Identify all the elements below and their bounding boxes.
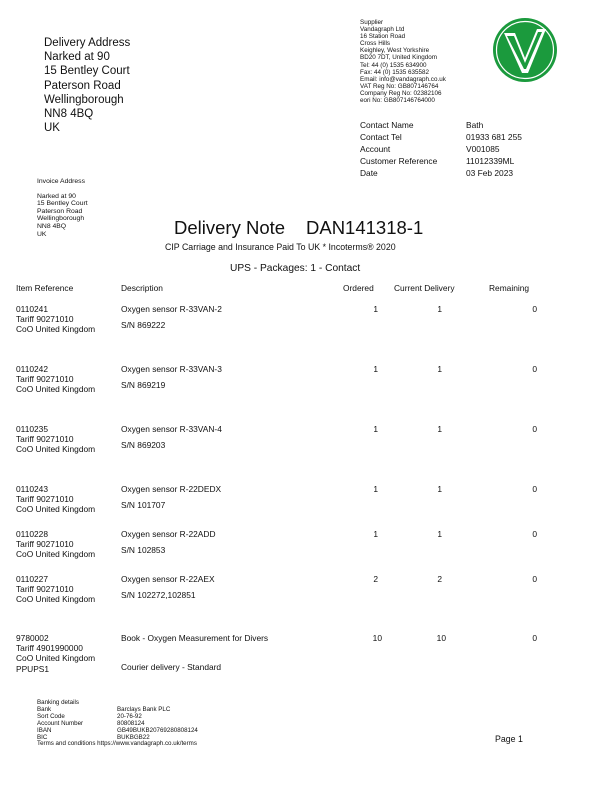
meta-label: Account xyxy=(360,144,391,155)
table-row-ref xyxy=(16,304,95,335)
document-number: DAN141318-1 xyxy=(306,217,424,238)
invoice-address-line: UK xyxy=(37,230,47,238)
item-reference: 0110241 xyxy=(16,304,48,314)
item-description: Oxygen sensor R-22DEDX xyxy=(121,484,222,494)
banking-details-block xyxy=(37,700,198,748)
carrier-line: UPS - Packages: 1 - Contact xyxy=(230,263,361,274)
invoice-address-line: Narked at 90 xyxy=(37,192,76,200)
invoice-address-line: NN8 4BQ xyxy=(37,222,67,230)
delivery-address-block xyxy=(44,36,130,135)
current-delivery-qty: 2 xyxy=(437,574,442,584)
delivery-address-line: UK xyxy=(44,122,60,135)
page-number: Page 1 xyxy=(495,734,523,744)
item-description: Oxygen sensor R-22ADD xyxy=(121,529,216,539)
country-of-origin: CoO United Kingdom xyxy=(16,504,96,515)
banking-key: BIC xyxy=(37,733,48,741)
meta-value: 01933 681 255 xyxy=(466,132,522,143)
delivery-address-line: Narked at 90 xyxy=(44,51,110,64)
delivery-address-label: Delivery Address xyxy=(44,37,131,49)
table-row-ref xyxy=(16,633,95,664)
banking-key: Account Number xyxy=(37,719,84,727)
supplier-line: Keighley, West Yorkshire xyxy=(360,47,430,55)
current-delivery-qty: 1 xyxy=(437,304,442,314)
ordered-qty: 1 xyxy=(373,484,378,494)
table-row-ref xyxy=(16,364,95,395)
ordered-qty: 10 xyxy=(372,633,382,643)
serial-number: S/N 102272,102851 xyxy=(121,590,196,600)
meta-value: 03 Feb 2023 xyxy=(466,168,514,179)
table-row-ref xyxy=(16,484,95,515)
tariff-code: Tariff 90271010 xyxy=(16,374,74,385)
country-of-origin: CoO United Kingdom xyxy=(16,384,96,395)
remaining-qty: 0 xyxy=(532,304,537,314)
supplier-line: Email: info@vandagraph.co.uk xyxy=(360,75,446,83)
item-reference: 0110227 xyxy=(16,574,48,584)
banking-value: 20-76-92 xyxy=(117,712,142,720)
column-header-remaining: Remaining xyxy=(489,283,530,293)
incoterms-line: CIP Carriage and Insurance Paid To UK * Incoterms® 2020 xyxy=(165,242,396,252)
tariff-code: Tariff 90271010 xyxy=(16,539,74,550)
item-description: Oxygen sensor R-33VAN-4 xyxy=(121,424,222,434)
meta-row xyxy=(360,119,522,131)
current-delivery-qty: 1 xyxy=(437,529,442,539)
remaining-qty: 0 xyxy=(532,484,537,494)
supplier-line: Cross Hills xyxy=(360,40,391,48)
serial-number: S/N 101707 xyxy=(121,500,166,510)
item-description: Book - Oxygen Measurement for Divers xyxy=(121,633,269,643)
item-description: Oxygen sensor R-22AEX xyxy=(121,574,215,584)
tariff-code: Tariff 90271010 xyxy=(16,584,74,595)
remaining-qty: 0 xyxy=(532,364,537,374)
remaining-qty: 0 xyxy=(532,633,537,643)
item-reference: 0110242 xyxy=(16,364,48,374)
delivery-address-line: Paterson Road xyxy=(44,79,121,92)
meta-row xyxy=(360,143,522,155)
supplier-line: 16 Station Road xyxy=(360,33,406,41)
column-header-item-reference: Item Reference xyxy=(16,283,74,293)
meta-label: Contact Tel xyxy=(360,132,402,143)
supplier-line: Fax: 44 (0) 1535 635582 xyxy=(360,68,429,76)
meta-label: Contact Name xyxy=(360,120,414,130)
invoice-address-label: Invoice Address xyxy=(37,178,85,185)
item-description: Oxygen sensor R-33VAN-3 xyxy=(121,364,222,374)
column-header-description: Description xyxy=(121,283,163,293)
supplier-line: Vandagraph Ltd xyxy=(360,26,405,34)
item-description: Oxygen sensor R-33VAN-2 xyxy=(121,304,222,314)
supplier-line: eori No: GB807146764000 xyxy=(360,97,435,105)
meta-value: Bath xyxy=(466,120,484,130)
item-reference: 0110243 xyxy=(16,484,48,494)
invoice-address-block xyxy=(37,178,88,238)
banking-value: Barclays Bank PLC xyxy=(117,705,171,713)
item-reference: 0110235 xyxy=(16,424,48,434)
item-reference: 9780002 xyxy=(16,633,49,643)
invoice-address-line: Paterson Road xyxy=(37,207,83,215)
country-of-origin: CoO United Kingdom xyxy=(16,594,96,605)
invoice-address-line: 15 Bentley Court xyxy=(37,200,88,208)
ordered-qty: 1 xyxy=(373,424,378,434)
meta-row xyxy=(360,167,522,179)
remaining-qty: 0 xyxy=(532,424,537,434)
serial-number: S/N 869219 xyxy=(121,380,166,390)
delivery-address-line: 15 Bentley Court xyxy=(44,65,130,78)
meta-row xyxy=(360,131,522,143)
supplier-line: Tel: 44 (0) 1535 634900 xyxy=(360,61,427,69)
supplier-line: VAT Reg No: GB807146764 xyxy=(360,82,439,90)
supplier-line: Company Reg No: 02382106 xyxy=(360,89,442,97)
shipping-description: Courier delivery - Standard xyxy=(121,662,222,672)
supplier-block xyxy=(360,19,490,104)
serial-number: S/N 102853 xyxy=(121,545,166,555)
supplier-line: Supplier xyxy=(360,19,384,26)
order-meta-block xyxy=(360,119,522,179)
tariff-code: Tariff 4901990000 xyxy=(16,643,83,654)
meta-value: V001085 xyxy=(466,144,500,155)
terms-link[interactable]: Terms and conditions https://www.vandagraph.co.uk/terms xyxy=(37,740,197,748)
table-row-ref xyxy=(16,529,95,560)
current-delivery-qty: 10 xyxy=(436,633,446,643)
banking-key: Sort Code xyxy=(37,712,65,720)
current-delivery-qty: 1 xyxy=(437,364,442,374)
delivery-address-line: Wellingborough xyxy=(44,93,124,106)
ordered-qty: 1 xyxy=(373,529,378,539)
meta-row xyxy=(360,155,522,167)
table-row-ref xyxy=(16,424,95,455)
invoice-address-line: Wellingborough xyxy=(37,215,85,223)
meta-value: 11012339ML xyxy=(466,156,515,167)
country-of-origin: CoO United Kingdom xyxy=(16,444,96,455)
column-header-ordered: Ordered xyxy=(343,283,374,293)
banking-value: GB49BUKB20769280808124 xyxy=(117,726,198,734)
tariff-code: Tariff 90271010 xyxy=(16,434,74,445)
vandagraph-v-logo-icon xyxy=(492,17,558,83)
country-of-origin: CoO United Kingdom xyxy=(16,324,96,335)
country-of-origin: CoO United Kingdom xyxy=(16,653,96,664)
table-row-ref xyxy=(16,574,95,605)
document-type: Delivery Note xyxy=(174,217,286,238)
banking-value: BUKBGB22 xyxy=(117,733,150,741)
column-header-current-delivery: Current Delivery xyxy=(394,283,455,293)
remaining-qty: 0 xyxy=(532,529,537,539)
meta-label: Customer Reference xyxy=(360,156,438,167)
banking-label: Banking details xyxy=(37,699,79,706)
country-of-origin: CoO United Kingdom xyxy=(16,549,96,560)
tariff-code: Tariff 90271010 xyxy=(16,314,74,325)
remaining-qty: 0 xyxy=(532,574,537,584)
ordered-qty: 1 xyxy=(373,364,378,374)
tariff-code: Tariff 90271010 xyxy=(16,494,74,505)
banking-key: IBAN xyxy=(37,726,52,734)
current-delivery-qty: 1 xyxy=(437,424,442,434)
ordered-qty: 2 xyxy=(373,574,378,584)
delivery-address-line: NN8 4BQ xyxy=(44,108,94,121)
banking-key: Bank xyxy=(37,705,52,713)
banking-value: 80808124 xyxy=(117,719,145,727)
current-delivery-qty: 1 xyxy=(437,484,442,494)
item-reference: 0110228 xyxy=(16,529,48,539)
supplier-line: BD20 7DT, United Kingdom xyxy=(360,54,438,62)
serial-number: S/N 869222 xyxy=(121,320,166,330)
serial-number: S/N 869203 xyxy=(121,440,166,450)
shipping-reference: PPUPS1 xyxy=(16,664,50,674)
ordered-qty: 1 xyxy=(373,304,378,314)
meta-label: Date xyxy=(360,168,378,179)
